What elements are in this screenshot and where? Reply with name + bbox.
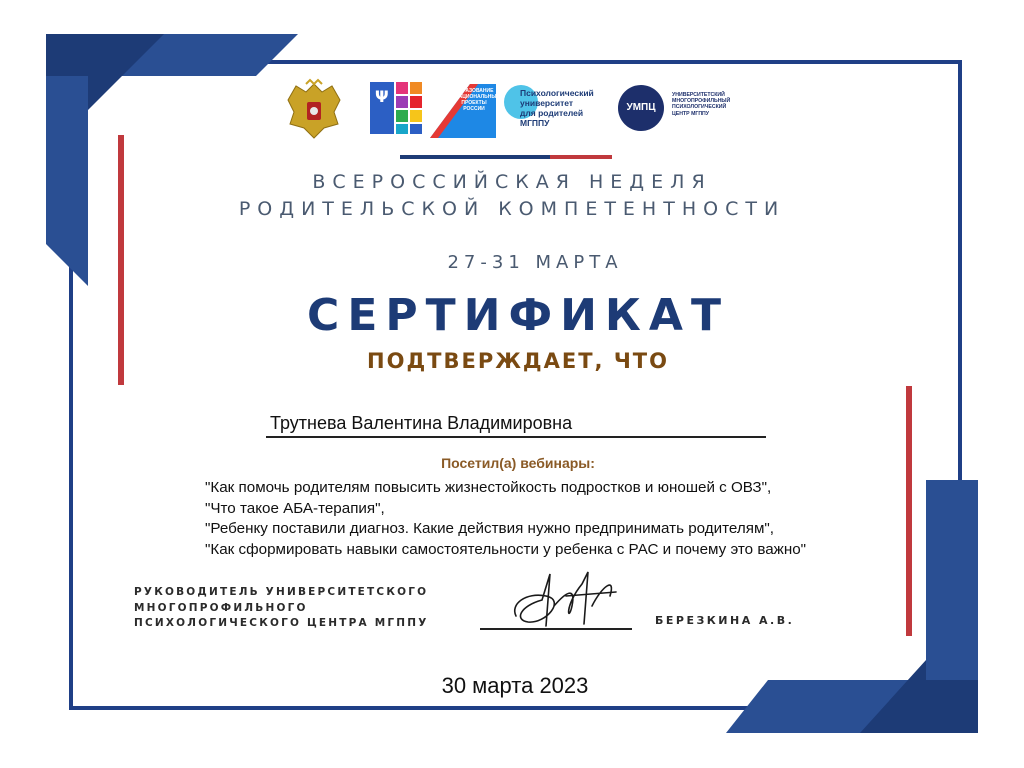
event-title-line2: РОДИТЕЛЬСКОЙ КОМПЕТЕНТНОСТИ	[238, 198, 786, 220]
webinar-item: "Как помочь родителям повысить жизнестойкость подростков и юношей с ОВЗ",	[205, 479, 772, 496]
umpc-label: УНИВЕРСИТЕТСКИЙ МНОГОПРОФИЛЬНЫЙ ПСИХОЛОГИЧЕСКИЙ ЦЕНТР МГППУ	[672, 92, 731, 117]
recipient-name: Трутнева Валентина Владимировна	[270, 413, 573, 433]
event-title-line1: ВСЕРОССИЙСКАЯ НЕДЕЛЯ	[312, 171, 712, 193]
certificate-title: СЕРТИФИКАТ	[307, 290, 729, 341]
top-left-corner-decoration	[46, 34, 298, 286]
divider-red	[550, 155, 612, 159]
signer-title: РУКОВОДИТЕЛЬ УНИВЕРСИТЕТСКОГО МНОГОПРОФИЛЬНОГО ПСИХОЛОГИЧЕСКОГО ЦЕНТРА МГППУ	[134, 586, 429, 629]
webinar-item: "Как сформировать навыки самостоятельности у ребенка с РАС и почему это важно"	[205, 540, 807, 558]
divider-blue	[400, 155, 550, 159]
certificate-date: 30 марта 2023	[441, 673, 589, 698]
handwritten-signature	[506, 566, 626, 632]
certificate-subtitle: ПОДТВЕРЖДАЕТ, ЧТО	[367, 349, 669, 373]
recipient-underline	[266, 436, 766, 438]
webinar-item: "Что такое АБА-терапия",	[205, 499, 385, 517]
psych-university-label: Психологический университет для родителей МГППУ	[520, 88, 594, 128]
right-red-accent	[906, 386, 912, 636]
visited-label: Посетил(а) вебинары:	[441, 455, 595, 471]
webinar-item: "Ребенку поставили диагноз. Какие действия нужно предпринимать родителям",	[205, 520, 775, 537]
national-projects-label: ОБРАЗОВАНИЕ НАЦИОНАЛЬНЫЕ ПРОЕКТЫ РОССИИ	[455, 88, 500, 112]
signature-line	[480, 628, 632, 630]
logos-row	[284, 78, 754, 140]
ministry-of-education-icon	[370, 82, 424, 138]
event-dates: 27-31 МАРТА	[447, 252, 623, 273]
umpc-badge: УМПЦ	[626, 102, 656, 113]
signer-name: БЕРЕЗКИНА А.В.	[655, 614, 795, 627]
svg-text:Ψ: Ψ	[375, 87, 389, 106]
coat-of-arms-icon	[284, 78, 344, 140]
webinars-list	[205, 478, 806, 560]
